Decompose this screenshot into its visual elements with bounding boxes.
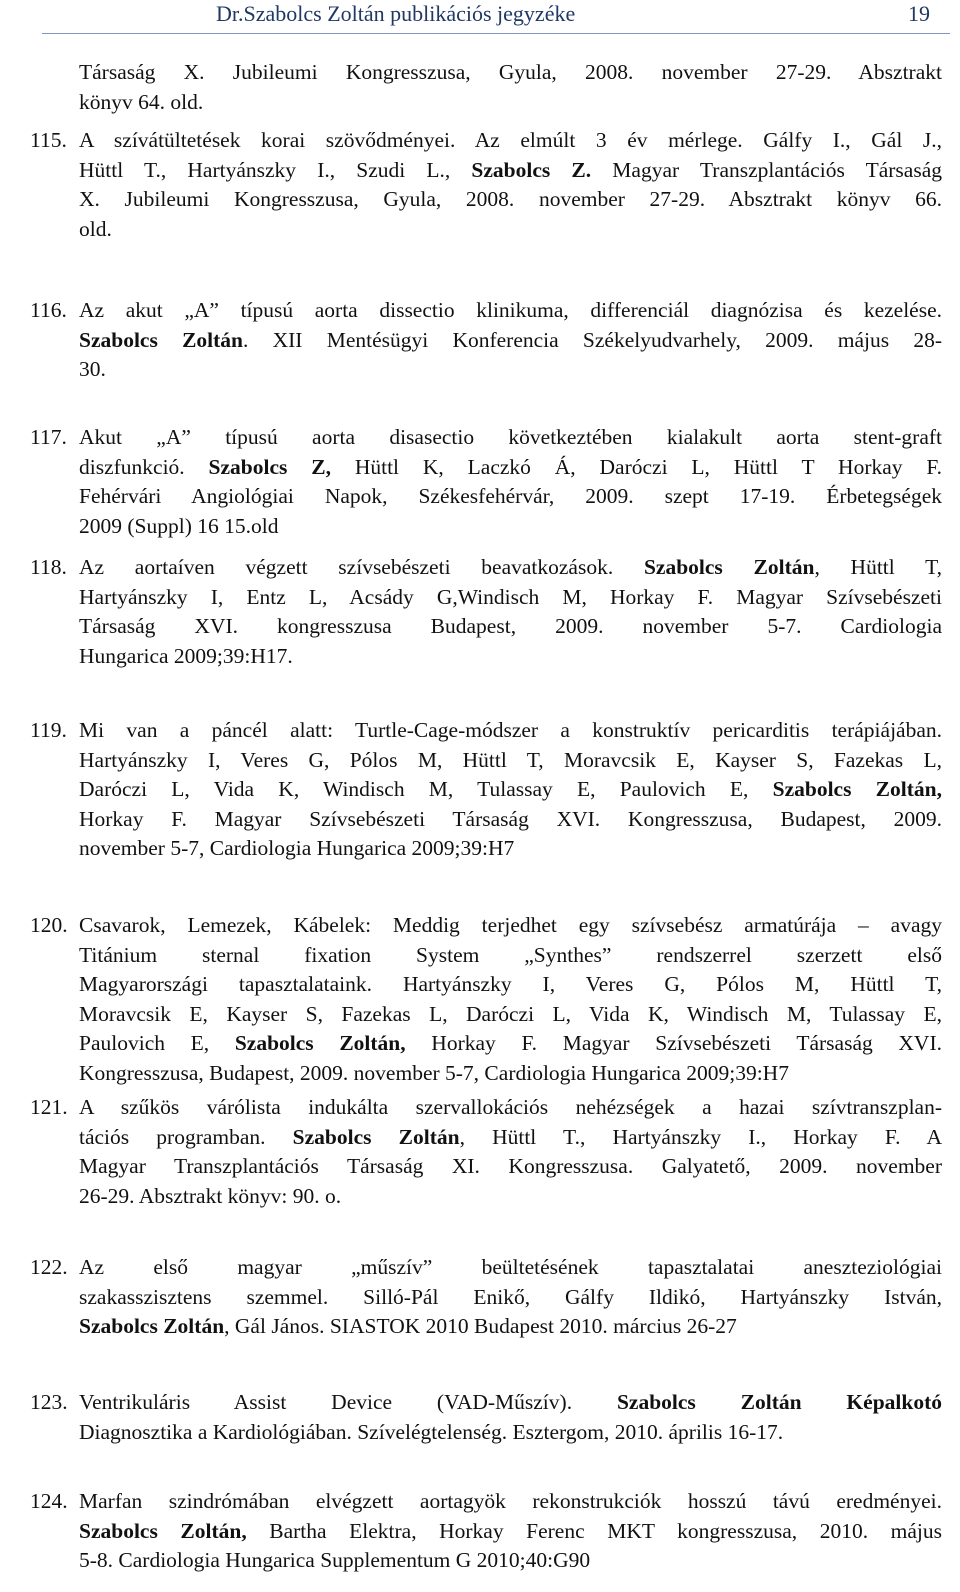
entry-text: Bartha Elektra, Horkay Ferenc MKT kongresszusa, 2010. május bbox=[246, 1518, 942, 1543]
entry-line bbox=[79, 611, 942, 641]
entry-line bbox=[79, 481, 942, 511]
author-name-bold: Szabolcs Zoltán, bbox=[79, 1518, 247, 1543]
entry-line bbox=[79, 57, 942, 87]
entry-line bbox=[79, 1311, 737, 1341]
entry-text: Társaság X. Jubileumi Kongresszusa, Gyula, 2008. november 27-29. Absztrakt bbox=[79, 60, 942, 84]
entry-text: Hüttl K, Laczkó Á, Daróczi L, Hüttl T Horkay F. bbox=[330, 454, 942, 479]
entry-line bbox=[79, 715, 942, 745]
author-name-bold: Szabolcs Z. bbox=[471, 157, 592, 182]
entry-line bbox=[79, 422, 942, 452]
entry-line bbox=[79, 354, 106, 384]
entry-number: 119. bbox=[30, 718, 67, 742]
entry-line bbox=[79, 295, 942, 325]
entry-text: Marfan szindrómában elvégzett aortagyök rekonstrukciók hosszú távú eredményei. bbox=[79, 1489, 942, 1513]
entry-text: Csavarok, Lemezek, Kábelek: Meddig terjedhet egy szívsebész armatúrája – avagy bbox=[79, 913, 942, 937]
entry-line bbox=[79, 1387, 942, 1417]
entry-number: 117. bbox=[30, 425, 67, 449]
entry-text: Magyar Transzplantációs Társaság XI. Kongresszusa. Galyatető, 2009. november bbox=[79, 1154, 942, 1178]
entry-text: Hüttl T., Hartyánszky I., Szudi L., bbox=[79, 157, 472, 182]
author-name-bold: Szabolcs Zoltán bbox=[292, 1124, 460, 1149]
entry-text: Az aortaíven végzett szívsebészeti beavatkozások. bbox=[79, 555, 644, 579]
author-name-bold: Szabolcs Zoltán bbox=[643, 555, 815, 579]
entry-line bbox=[79, 804, 942, 834]
author-name-bold: Szabolcs Zoltán Képalkotó bbox=[616, 1390, 942, 1414]
entry-text: Hartyánszky I, Entz L, Acsády G,Windisch M, Horkay F. Magyar Szívsebészeti bbox=[79, 584, 942, 609]
entry-line bbox=[79, 940, 942, 970]
entry-text: Magyar Transzplantációs Társaság bbox=[591, 157, 942, 182]
entry-line bbox=[79, 155, 942, 185]
entry-number: 123. bbox=[30, 1390, 68, 1414]
entry-line bbox=[79, 511, 278, 541]
author-name-bold: Szabolcs Zoltán bbox=[79, 1314, 225, 1338]
entry-line bbox=[79, 1486, 942, 1516]
header-divider bbox=[42, 33, 950, 34]
entry-line bbox=[79, 1181, 341, 1211]
entry-text: Magyarországi tapasztalataink. Hartyánszky I, Veres G, Pólos M, Hüttl T, bbox=[79, 972, 942, 996]
entry-text: old. bbox=[79, 216, 112, 241]
author-name-bold: Szabolcs Z, bbox=[208, 454, 331, 479]
entry-line bbox=[79, 969, 942, 999]
entry-text: 5-8. Cardiologia Hungarica Supplementum G 2010;40:G90 bbox=[79, 1548, 591, 1572]
entry-text: . XII Mentésügyi Konferencia Székelyudvarhely, 2009. május 28- bbox=[243, 327, 943, 352]
entry-line bbox=[79, 325, 942, 355]
entry-text: A szűkös várólista indukálta szervallokációs nehézségek a hazai szívtranszplan- bbox=[79, 1095, 942, 1119]
entry-line bbox=[79, 1516, 942, 1546]
entry-text: Mi van a páncél alatt: Turtle-Cage-módszer a konstruktív pericarditis terápiájában. bbox=[79, 718, 942, 742]
entry-line bbox=[79, 125, 942, 155]
entry-text: X. Jubileumi Kongresszusa, Gyula, 2008. november 27-29. Absztrakt könyv 66. bbox=[79, 187, 942, 211]
entry-text: , Hüttl T., Hartyánszky I., Horkay F. A bbox=[459, 1124, 942, 1149]
entry-line bbox=[79, 1151, 942, 1181]
entry-line bbox=[79, 641, 293, 671]
entry-line bbox=[79, 452, 942, 482]
entry-line bbox=[79, 1545, 590, 1575]
entry-text: Horkay F. Magyar Szívsebészeti Társaság XVI. Kongresszusa, Budapest, 2009. bbox=[79, 806, 942, 831]
entry-text: Akut „A” típusú aorta disasectio következtében kialakult aorta stent-graft bbox=[79, 425, 942, 449]
entry-text: Moravcsik E, Kayser S, Fazekas L, Daróczi L, Vida K, Windisch M, Tulassay E, bbox=[79, 1001, 942, 1026]
entry-line bbox=[79, 87, 203, 117]
entry-text: november 5-7, Cardiologia Hungarica 2009;39:H7 bbox=[79, 836, 515, 860]
entry-text: szakasszisztens szemmel. Silló-Pál Enikő, Gálfy Ildikó, Hartyánszky István, bbox=[79, 1284, 942, 1309]
entry-text: 26-29. Absztrakt könyv: 90. o. bbox=[79, 1183, 342, 1208]
entry-text: Hartyánszky I, Veres G, Pólos M, Hüttl T, Moravcsik E, Kayser S, Fazekas L, bbox=[79, 747, 942, 772]
page-header bbox=[0, 0, 960, 36]
entry-line bbox=[79, 184, 942, 214]
entry-number: 124. bbox=[30, 1489, 68, 1513]
entry-line bbox=[79, 745, 942, 775]
entry-line bbox=[79, 1028, 942, 1058]
entry-text: Paulovich E, bbox=[79, 1031, 235, 1055]
entry-number: 122. bbox=[30, 1255, 68, 1279]
entry-text: , Gál János. SIASTOK 2010 Budapest 2010. március 26-27 bbox=[224, 1314, 737, 1338]
entry-line bbox=[79, 1252, 942, 1282]
entry-line bbox=[79, 582, 942, 612]
author-name-bold: Szabolcs Zoltán bbox=[79, 327, 244, 352]
entry-text: Daróczi L, Vida K, Windisch M, Tulassay E, Paulovich E, bbox=[79, 777, 773, 801]
entry-text: Diagnosztika a Kardiológiában. Szívelégtelenség. Esztergom, 2010. április 16-17. bbox=[79, 1419, 784, 1444]
entry-number: 115. bbox=[30, 128, 67, 152]
entry-text: Az első magyar „műszív” beültetésének tapasztalatai aneszteziológiai bbox=[79, 1255, 942, 1279]
author-name-bold: Szabolcs Zoltán, bbox=[234, 1031, 406, 1055]
entry-line bbox=[79, 999, 942, 1029]
entry-text: Titánium sternal fixation System „Synthes” rendszerrel szerzett első bbox=[79, 942, 942, 967]
entry-text: Fehérvári Angiológiai Napok, Székesfehérvár, 2009. szept 17-19. Érbetegségek bbox=[79, 484, 942, 508]
header-title: Dr.Szabolcs Zoltán publikációs jegyzéke bbox=[216, 1, 576, 26]
entry-text: Horkay F. Magyar Szívsebészeti Társaság XVI. bbox=[405, 1031, 942, 1055]
entry-text: Ventrikuláris Assist Device (VAD-Műszív). bbox=[79, 1390, 617, 1414]
entry-text: Társaság XVI. kongresszusa Budapest, 2009. november 5-7. Cardiologia bbox=[79, 614, 942, 638]
entry-number: 116. bbox=[30, 298, 67, 322]
entry-text: 30. bbox=[79, 357, 106, 381]
entry-line bbox=[79, 1092, 942, 1122]
entry-text: könyv 64. old. bbox=[79, 89, 204, 114]
entry-line bbox=[79, 774, 942, 804]
entry-text: tációs programban. bbox=[79, 1124, 293, 1149]
entry-line bbox=[79, 1282, 942, 1312]
entry-line bbox=[79, 1058, 789, 1088]
entry-text: A szívátültetések korai szövődményei. Az elmúlt 3 év mérlege. Gálfy I., Gál J., bbox=[79, 128, 942, 152]
entry-line bbox=[79, 1417, 783, 1447]
entry-number: 121. bbox=[30, 1095, 68, 1119]
entry-text: Kongresszusa, Budapest, 2009. november 5-7, Cardiologia Hungarica 2009;39:H7 bbox=[79, 1060, 789, 1085]
entry-number: 120. bbox=[30, 913, 68, 937]
entry-line bbox=[79, 214, 112, 244]
entry-text: Az akut „A” típusú aorta dissectio klinikuma, differenciál diagnózisa és kezelése. bbox=[79, 298, 942, 322]
entry-text: Hungarica 2009;39:H17. bbox=[79, 643, 293, 668]
entry-text: diszfunkció. bbox=[79, 454, 209, 479]
entry-line bbox=[79, 910, 942, 940]
entry-line bbox=[79, 1122, 942, 1152]
page-number: 19 bbox=[908, 1, 930, 26]
entry-line bbox=[79, 833, 514, 863]
entry-text: , Hüttl T, bbox=[814, 555, 942, 579]
author-name-bold: Szabolcs Zoltán, bbox=[772, 777, 942, 801]
entry-text: 2009 (Suppl) 16 15.old bbox=[79, 513, 279, 538]
entry-number: 118. bbox=[30, 555, 67, 579]
entry-line bbox=[79, 552, 942, 582]
